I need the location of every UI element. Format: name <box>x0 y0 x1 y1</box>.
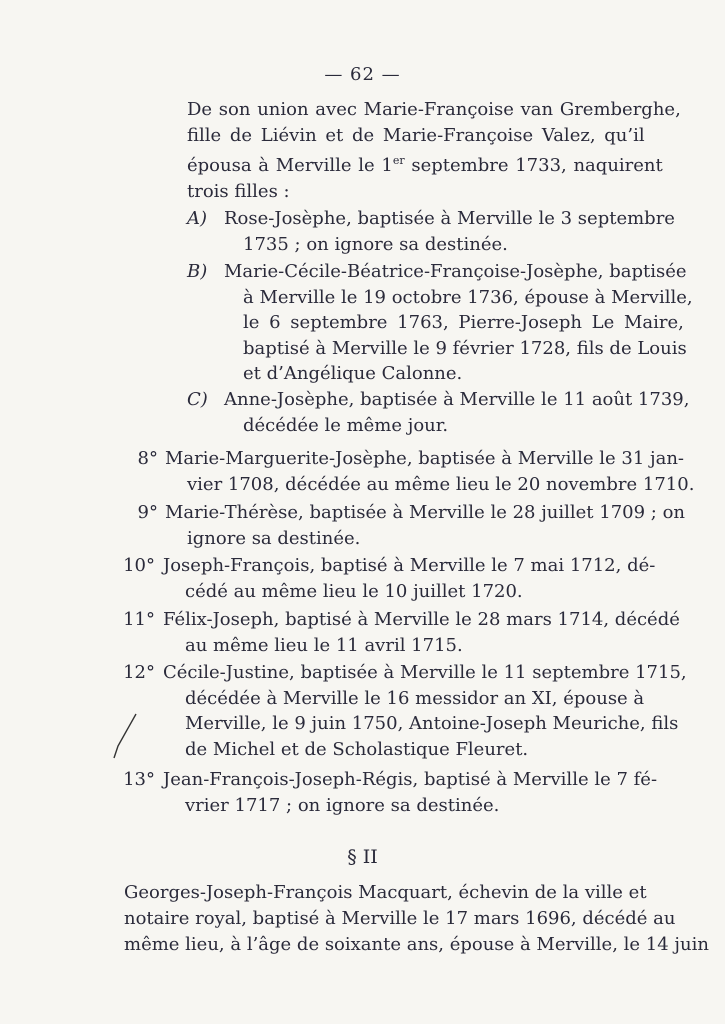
intro-line-rest: septembre 1733, naquirent <box>404 155 663 176</box>
daughter-line: 1735 ; on ignore sa destinée. <box>243 233 508 255</box>
final-line: Georges-Joseph-François Macquart, échevin de la ville et <box>124 882 647 903</box>
ordinal-superscript: er <box>392 154 405 167</box>
entry-line: Marie-Marguerite-Josèphe, baptisée à Merville le 31 jan- <box>165 448 685 469</box>
intro-line: fille de Liévin et de Marie-Françoise Valez, qu’il <box>187 124 645 146</box>
entry-line: Cécile-Justine, baptisée à Merville le 11 septembre 1715, <box>163 662 687 683</box>
entry-number: 11° <box>123 609 155 630</box>
daughter-line: Anne-Josèphe, baptisée à Merville le 11 août 1739, <box>224 389 690 410</box>
daughter-line: décédée le même jour. <box>243 414 449 436</box>
entry-line: vier 1708, décédée au même lieu le 20 novembre 1710. <box>187 473 695 495</box>
entry-line: Félix-Joseph, baptisé à Merville le 28 mars 1714, décédé <box>163 609 680 630</box>
daughter-line: baptisé à Merville le 9 février 1728, fils de Louis <box>243 337 687 359</box>
daughter-letter: A) <box>187 208 208 229</box>
daughter-line: le 6 septembre 1763, Pierre-Joseph Le Maire, <box>243 312 684 333</box>
entry-line: de Michel et de Scholastique Fleuret. <box>185 738 529 760</box>
final-line: notaire royal, baptisé à Merville le 17 mars 1696, décédé au <box>124 908 676 929</box>
entry-line: ignore sa destinée. <box>187 527 361 549</box>
entry-line: Joseph-François, baptisé à Merville le 7 mai 1712, dé- <box>163 555 656 576</box>
page-number: — 62 — <box>324 64 401 85</box>
entry-number: 13° <box>123 769 155 790</box>
intro-paragraph <box>187 97 681 204</box>
intro-line <box>187 148 681 179</box>
entry-number: 12° <box>123 662 155 683</box>
section-title: § II <box>347 846 378 868</box>
pencil-mark-icon <box>110 712 140 762</box>
intro-line: trois filles : <box>187 180 290 202</box>
entry-line: décédée à Merville le 16 messidor an XI, épouse à <box>185 687 645 709</box>
intro-line: De son union avec Marie-Françoise van Gremberghe, <box>187 99 681 120</box>
entry-line: au même lieu le 11 avril 1715. <box>185 634 463 656</box>
final-line: même lieu, à l’âge de soixante ans, épouse à Merville, le 14 juin <box>124 934 709 955</box>
daughter-letter: B) <box>187 261 208 282</box>
daughter-line: Marie-Cécile-Béatrice-Françoise-Josèphe, baptisée <box>224 261 687 282</box>
daughter-line: Rose-Josèphe, baptisée à Merville le 3 septembre <box>224 208 675 229</box>
entry-line: cédé au même lieu le 10 juillet 1720. <box>185 580 523 602</box>
entry-line: Marie-Thérèse, baptisée à Merville le 28 juillet 1709 ; on <box>165 502 685 523</box>
entry-line: vrier 1717 ; on ignore sa destinée. <box>185 794 500 816</box>
daughter-line: à Merville le 19 octobre 1736, épouse à Merville, <box>243 286 693 308</box>
daughter-line: et d’Angélique Calonne. <box>243 363 463 384</box>
entry-number: 8° <box>137 448 158 469</box>
daughter-letter: C) <box>187 389 208 410</box>
final-paragraph <box>124 880 709 958</box>
entry-number: 9° <box>137 502 158 523</box>
entry-number: 10° <box>123 555 155 576</box>
intro-line-start: épousa à Merville le 1 <box>187 155 393 176</box>
entry-line: Merville, le 9 juin 1750, Antoine-Joseph Meuriche, fils <box>185 713 679 734</box>
entry-line: Jean-François-Joseph-Régis, baptisé à Merville le 7 fé- <box>163 769 658 790</box>
